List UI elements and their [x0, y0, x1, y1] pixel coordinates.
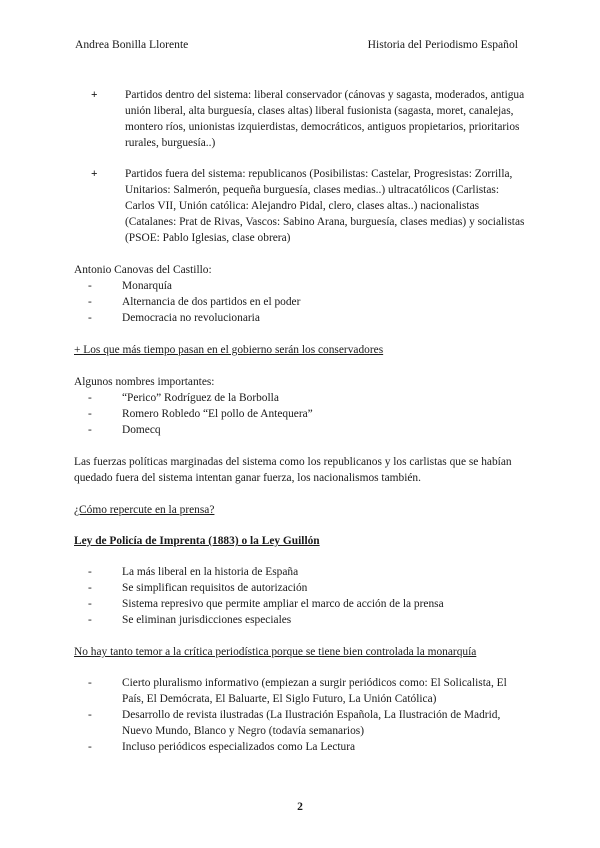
criticism-heading: No hay tanto temor a la crítica periodística porque se tiene bien controlada la monarquía — [74, 646, 477, 658]
dash-bullet: - — [88, 392, 92, 404]
dash-bullet: - — [88, 408, 92, 420]
page-number: 2 — [297, 800, 303, 813]
dash-bullet: - — [88, 296, 92, 308]
dash-bullet: - — [88, 598, 92, 610]
dash-bullet: - — [88, 280, 92, 292]
names-title: Algunos nombres importantes: — [74, 376, 215, 388]
party-item-text: Partidos fuera del sistema: republicanos (Posibilistas: Castelar, Progresistas: Zorrilla, Unitarios: Salmerón, pequeña burguesía, clases medias..) ultracatólicos (Carlistas: Carlos VII, Unión católica: Alejandro Pidal, clero, clases altas..) nacionalistas (Catalanes: Prat de Rivas, Vascos: Sabino Arana, burguesía, clases medias) y socialistas (PSOE: Pablo Iglesias, clase obrera) — [125, 168, 525, 244]
dash-bullet: - — [88, 582, 92, 594]
party-item-text: Partidos dentro del sistema: liberal conservador (cánovas y sagasta, moderados, antigua unión liberal, alta burguesía, clases altas) liberal fusionista (sagasta, moret, canalejas, montero ríos, unionistas izquierdistas, democráticos, antiguos propietarios, prioritarios rurales, burguesía..) — [125, 89, 525, 149]
plus-bullet: + — [91, 168, 98, 180]
dash-bullet: - — [88, 614, 92, 626]
conservatives-note: + Los que más tiempo pasan en el gobierno serán los conservadores — [74, 344, 384, 356]
canovas-item: - Monarquía — [88, 280, 172, 292]
law-item: - Se eliminan jurisdicciones especiales — [88, 614, 292, 626]
law-heading: Ley de Policía de Imprenta (1883) o la Ley Guillón — [74, 535, 320, 547]
plus-bullet: + — [91, 89, 98, 101]
dash-bullet: - — [88, 677, 92, 689]
header-author: Andrea Bonilla Llorente — [75, 38, 189, 51]
header-course-title: Historia del Periodismo Español — [367, 38, 518, 51]
dash-bullet: - — [88, 741, 92, 753]
name-item: - “Perico” Rodríguez de la Borbolla — [88, 392, 279, 404]
criticism-item: - Desarrollo de revista ilustradas (La Ilustración Española, La Ilustración de Madrid, Nuevo Mundo, Blanco y Negro (todavía semanarios) — [88, 709, 501, 737]
law-item: - Se simplifican requisitos de autorización — [88, 582, 308, 594]
canovas-item: - Democracia no revolucionaria — [88, 312, 260, 324]
dash-bullet: - — [88, 566, 92, 578]
law-item: - La más liberal en la historia de España — [88, 566, 299, 578]
dash-bullet: - — [88, 424, 92, 436]
press-question: ¿Cómo repercute en la prensa? — [74, 504, 215, 516]
canovas-item: - Alternancia de dos partidos en el poder — [88, 296, 301, 308]
dash-bullet: - — [88, 709, 92, 721]
page-content — [74, 80, 530, 755]
name-item: - Romero Robledo “El pollo de Antequera” — [88, 408, 313, 420]
party-item — [91, 87, 530, 151]
law-item: - Sistema represivo que permite ampliar el marco de acción de la prensa — [88, 598, 444, 610]
party-item — [91, 166, 530, 246]
dash-bullet: - — [88, 312, 92, 324]
name-item: - Domecq — [88, 424, 161, 436]
criticism-item: - Incluso periódicos especializados como La Lectura — [88, 741, 356, 753]
canovas-title: Antonio Canovas del Castillo: — [74, 264, 212, 276]
criticism-item: - Cierto pluralismo informativo (empiezan a surgir periódicos como: El Solicalista, El País, El Demócrata, El Baluarte, El Siglo Futuro, La Unión Católica) — [88, 677, 507, 705]
marginal-forces-paragraph: Las fuerzas políticas marginadas del sistema como los republicanos y los carlistas que se habían quedado fuera del sistema intentan ganar fuerza, los nacionalismos también. — [74, 456, 512, 484]
